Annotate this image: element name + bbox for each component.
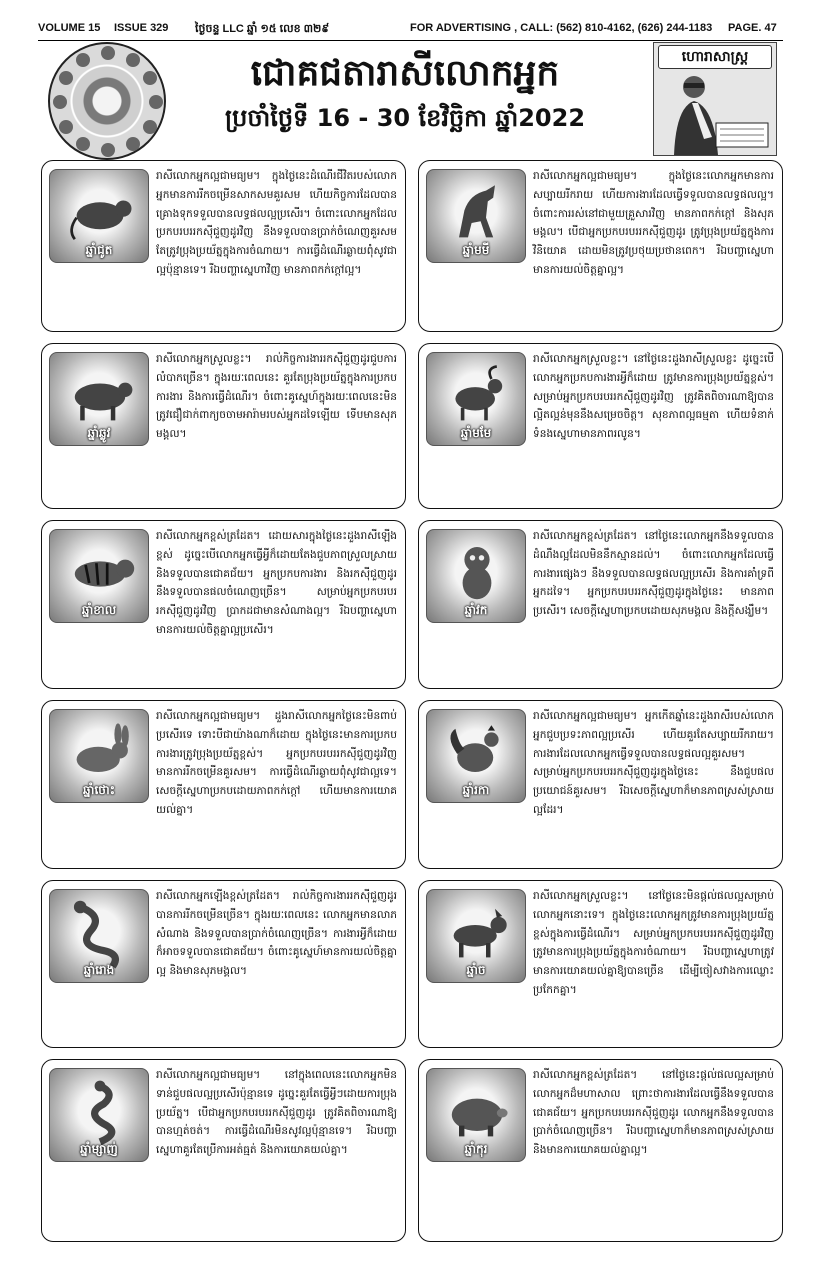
zodiac-card-rat: [41, 160, 406, 332]
astrologer-figure-icon: [654, 67, 776, 155]
zodiac-sign-icon: [59, 120, 73, 134]
zodiac-card-dragon: [41, 880, 406, 1048]
khmer-date-label: ថ្ងៃចន្ទ LLC ឆ្នាំ ១៥ លេខ ៣២៩: [195, 23, 330, 35]
rat-icon: [49, 169, 149, 263]
astrologer-image: [653, 42, 777, 156]
zodiac-sign-icon: [53, 95, 67, 109]
zodiac-card-horse: [418, 160, 783, 332]
astrologer-banner: ហោរាសាស្ត្រ: [658, 45, 772, 69]
zodiac-sign-icon: [76, 53, 90, 67]
horoscope-text: រាសីលោកអ្នកខ្ពស់ត្រដែត។ នៅថ្ងៃនេះលោកអ្នកនឹងទទួលបានដំណឹងល្អដែលមិននឹកស្មានដល់។ ចំពោះលោកអ្នកដែលធ្វើការងារផ្សេងៗ នឹងទទួលបានលទ្ធផលល្អប្រសើរ និងការគាំទ្រពីអ្នកដទៃ។ អ្នកប្រកបរបររកស៊ីជួញដូរក្នុងថ្ងៃនេះ មានភាពប្រសើរ។ សេចក្តីស្នេហាប្រកបដោយសុភមង្គល និងក្តីសង្ឃឹម។: [533, 530, 774, 618]
rabbit-icon: [49, 709, 149, 803]
zodiac-year-label: ឆ្នាំរោង: [83, 963, 115, 977]
zodiac-card-rabbit: [41, 700, 406, 869]
zodiac-year-label: ឆ្នាំកុរ: [464, 1142, 488, 1156]
zodiac-sign-icon: [149, 95, 163, 109]
horoscope-text: រាសីលោកអ្នកល្អជាមធ្យម។ ក្នុងថ្ងៃនេះលោកអ្នកមានការសប្បាយរីករាយ ហើយការងារដែលធ្វើទទួលបានលទ្ធផលល្អ។ ចំពោះការរស់នៅជាមួយគ្រួសារវិញ មានភាពកក់ក្តៅ និងសុភមង្គល។ បើជាអ្នកប្រកបរបររកស៊ីជួញដូរ ត្រូវប្រុងប្រយ័ត្នក្នុងការវិនិយោគ ដោយមិនត្រូវប្រថុយប្រថានពេក។ រីឯបញ្ហាស្នេហាមានការយល់ចិត្តគ្នាល្អ។: [533, 170, 774, 276]
zodiac-card-rooster: [418, 700, 783, 869]
horoscope-text: រាសីលោកអ្នកខ្ពស់ត្រដែត។ ដោយសារក្នុងថ្ងៃនេះដួងរាសីឡើងខ្ពស់ ដូច្នេះបើលោកអ្នកធ្វើអ្វីក៏ដោយតែងជួបភាពស្រួលស្រាយ និងទទួលបានជោគជ័យ។ អ្នកប្រកបការងារ និងរកស៊ីជួញដូរ នឹងទទួលបានផលចំណេញច្រើន។ សម្រាប់អ្នកប្រកបរបររកស៊ីជួញដូរវិញ ប្រាកដជាមានសំណាងល្អ។ រីឯបញ្ហាស្នេហាមានការយល់ចិត្តគ្នាល្អប្រសើរ។: [156, 530, 397, 636]
zodiac-card-dog: [418, 880, 783, 1048]
zodiac-sign-icon: [101, 143, 115, 157]
goat-icon: [426, 352, 526, 446]
page-subtitle: ប្រចាំថ្ងៃទី 16 - 30 ខែវិច្ឆិកា ឆ្នាំ2022: [224, 104, 586, 132]
page-header: [38, 18, 783, 41]
zodiac-year-label: ឆ្នាំច: [466, 963, 486, 977]
pig-icon: [426, 1068, 526, 1162]
zodiac-sign-icon: [143, 71, 157, 85]
page-title: ជោគជតារាសីលោកអ្នក: [250, 53, 560, 94]
page-number: PAGE. 47: [728, 22, 777, 34]
zodiac-wheel-image: [48, 42, 166, 160]
dragon-icon: [49, 889, 149, 983]
horoscope-text: រាសីលោកអ្នកល្អជាមធ្យម។ អ្នកកើតឆ្នាំនេះដួងរាសីរបស់លោកអ្នកជួបប្រទះភាពល្អប្រសើរ ហើយគួរតែសប្បាយរីករាយ។ ការងារដែលលោកអ្នកធ្វើទទួលបានលទ្ធផលល្អគួរសម។ សម្រាប់អ្នកប្រកបរបររកស៊ីជួញដូរក្នុងថ្ងៃនេះ នឹងជួបផលប្រយោជន៍គួរសម។ រីឯសេចក្តីស្នេហាក៏មានភាពស្រស់ស្រាយល្អដែរ។: [533, 710, 774, 816]
zodiac-card-snake: [41, 1059, 406, 1242]
horse-icon: [426, 169, 526, 263]
issue-label: ISSUE 329: [114, 22, 169, 34]
title-block: [165, 50, 645, 138]
ox-icon: [49, 352, 149, 446]
zodiac-year-label: ឆ្នាំឆ្លូវ: [87, 426, 111, 440]
horoscope-text: រាសីលោកអ្នកខ្ពស់ត្រដែត។ នៅថ្ងៃនេះផ្តល់ផលល្អសម្រាប់លោកអ្នកដ៏មហាសាល ព្រោះថាការងារដែលធ្វើនឹងទទួលបានជោគជ័យ។ អ្នកប្រកបរបររកស៊ីជួញដូរ លោកអ្នកនឹងទទួលបានប្រាក់ចំណេញច្រើន។ រីឯបញ្ហាស្នេហាក៏មានភាពស្រស់ស្រាយ និងមានការយោគយល់គ្នាល្អ។: [533, 1069, 774, 1157]
zodiac-year-label: ឆ្នាំមមី: [462, 243, 490, 257]
tiger-icon: [49, 529, 149, 623]
dog-icon: [426, 889, 526, 983]
zodiac-year-label: ឆ្នាំខាល: [81, 603, 117, 617]
zodiac-year-label: ឆ្នាំម្សាញ់: [80, 1142, 118, 1156]
zodiac-card-monkey: [418, 520, 783, 689]
monkey-icon: [426, 529, 526, 623]
zodiac-year-label: ឆ្នាំថោះ: [83, 783, 115, 797]
rooster-icon: [426, 709, 526, 803]
zodiac-sign-icon: [143, 120, 157, 134]
zodiac-sign-icon: [126, 53, 140, 67]
snake-icon: [49, 1068, 149, 1162]
horoscope-text: រាសីលោកអ្នកស្រួលខ្លះ។ រាល់កិច្ចការងាររកស៊ីជួញដូរជួបការលំបាកច្រើន។ ក្នុងរយៈពេលនេះ គួរតែប្រុងប្រយ័ត្នក្នុងការប្រកបការងារ និងការធ្វើដំណើរ។ ចំពោះគូស្នេហ៍ក្នុងរយៈពេលនេះមិនត្រូវជឿជាក់ពាក្យចចាមអារ៉ាមរបស់អ្នកដទៃឡើយ ទើបមានសុភមង្គល។: [156, 353, 397, 441]
zodiac-sign-icon: [126, 137, 140, 151]
zodiac-card-tiger: [41, 520, 406, 689]
horoscope-text: រាសីលោកអ្នកល្អជាមធ្យម។ ដួងរាសីលោកអ្នកថ្ងៃនេះមិនពាប់ប្រសើរទេ ទោះបីជាយ៉ាងណាក៏ដោយ ក្នុងថ្ងៃនេះមានការប្រកបការងារត្រូវប្រុងប្រយ័ត្នខ្ពស់។ អ្នកប្រកបរបររកស៊ីជួញដូរវិញ មានការរីកចម្រើនគួរសម។ ការធ្វើដំណើរឆ្ងាយពុំសូវជាល្អទេ។ សេចក្តីស្នេហាប្រកបដោយភាពកក់ក្តៅ ហើយមានការយោគយល់គ្នា។: [156, 710, 397, 816]
zodiac-year-label: ឆ្នាំរកា: [462, 783, 490, 797]
horoscope-text: រាសីលោកអ្នកល្អជាមធ្យម។ នៅក្នុងពេលនេះលោកអ្នកមិនទាន់ជួបផលល្អប្រសើរប៉ុន្មានទេ ដូច្នេះគួរតែធ្វើអ្វីៗដោយការប្រុងប្រយ័ត្ន។ បើជាអ្នកប្រកបរបររកស៊ីជួញដូរ ត្រូវគិតពិចារណាឱ្យបានហ្មត់ចត់។ ការធ្វើដំណើរមិនសូវល្អប៉ុន្មានទេ។ រីឯបញ្ហាស្នេហាគួរតែប្រើការអត់ធ្មត់ និងការយោគយល់គ្នា។: [156, 1069, 397, 1157]
zodiac-sign-icon: [76, 137, 90, 151]
zodiac-card-pig: [418, 1059, 783, 1242]
horoscope-text: រាសីលោកអ្នកស្រួលខ្លះ។ នៅថ្ងៃនេះមិនផ្តល់ផលល្អសម្រាប់លោកអ្នកនោះទេ។ ក្នុងថ្ងៃនេះលោកអ្នកត្រូវមានការប្រុងប្រយ័ត្នខ្ពស់ក្នុងការធ្វើដំណើរ។ សម្រាប់អ្នកប្រកបរបររកស៊ីជួញដូរវិញ ត្រូវមានការប្រុងប្រយ័ត្នក្នុងការចំណាយ។ រីឯបញ្ហាស្នេហាត្រូវមានការយោគយល់គ្នាឱ្យបានច្រើន ដើម្បីចៀសវាងការឈ្លោះប្រកែកគ្នា។: [533, 890, 774, 996]
volume-label: VOLUME 15: [38, 22, 101, 34]
zodiac-sign-icon: [101, 46, 115, 60]
zodiac-sign-icon: [59, 71, 73, 85]
zodiac-year-label: ឆ្នាំវក: [464, 603, 488, 617]
advertising-label: FOR ADVERTISING , CALL: (562) 810-4162, (626) 244-1183: [410, 22, 713, 34]
horoscope-text: រាសីលោកអ្នកស្រួលខ្លះ។ នៅថ្ងៃនេះដួងរាសីស្រួលខ្លះ ដូច្នេះបើលោកអ្នកប្រកបការងារអ្វីក៏ដោយ ត្រូវមានការប្រុងប្រយ័ត្នខ្ពស់។ សម្រាប់អ្នកប្រកបរបររកស៊ីជួញដូរវិញ ត្រូវគិតពិចារណាឱ្យបានល្អិតល្អន់មុននឹងសម្រេចចិត្ត។ សុខភាពល្អធម្មតា ហើយទំនាក់ទំនងស្នេហាមានភាពរលូន។: [533, 353, 774, 441]
zodiac-card-ox: [41, 343, 406, 509]
zodiac-year-label: ឆ្នាំជូត: [85, 243, 113, 257]
horoscope-text: រាសីលោកអ្នកល្អជាមធ្យម។ ក្នុងថ្ងៃនេះដំណើរជីវិតរបស់លោកអ្នកមានការរីកចម្រើនសាកសមគួរសម ហើយកិច្ចការដែលបានគ្រោងទុកទទួលបានលទ្ធផលល្អប្រសើរ។ ចំពោះលោកអ្នកដែលប្រកបរបររកស៊ីជួញដូរវិញ នឹងទទួលបានប្រាក់ចំណេញគួរសម តែត្រូវប្រុងប្រយ័ត្នក្នុងការចំណាយ។ ការធ្វើដំណើរឆ្ងាយពុំសូវជាល្អប៉ុន្មានទេ។ រីឯបញ្ហាស្នេហាវិញ មានភាពកក់ក្តៅល្អ។: [156, 170, 397, 276]
zodiac-card-goat: [418, 343, 783, 509]
zodiac-year-label: ឆ្នាំមមែ: [460, 426, 492, 440]
horoscope-text: រាសីលោកអ្នកឡើងខ្ពស់ត្រដែត។ រាល់កិច្ចការងាររកស៊ីជួញដូរបានការរីកចម្រើនច្រើន។ ក្នុងរយៈពេលនេះ លោកអ្នកមានលាភសំណាង និងទទួលបានប្រាក់ចំណេញច្រើន។ ការងារអ្វីក៏ដោយ ក៏អាចទទួលបានជោគជ័យ។ ចំពោះគូស្នេហ៍មានការយល់ចិត្តគ្នាល្អ និងមានសុភមង្គល។: [156, 890, 397, 978]
